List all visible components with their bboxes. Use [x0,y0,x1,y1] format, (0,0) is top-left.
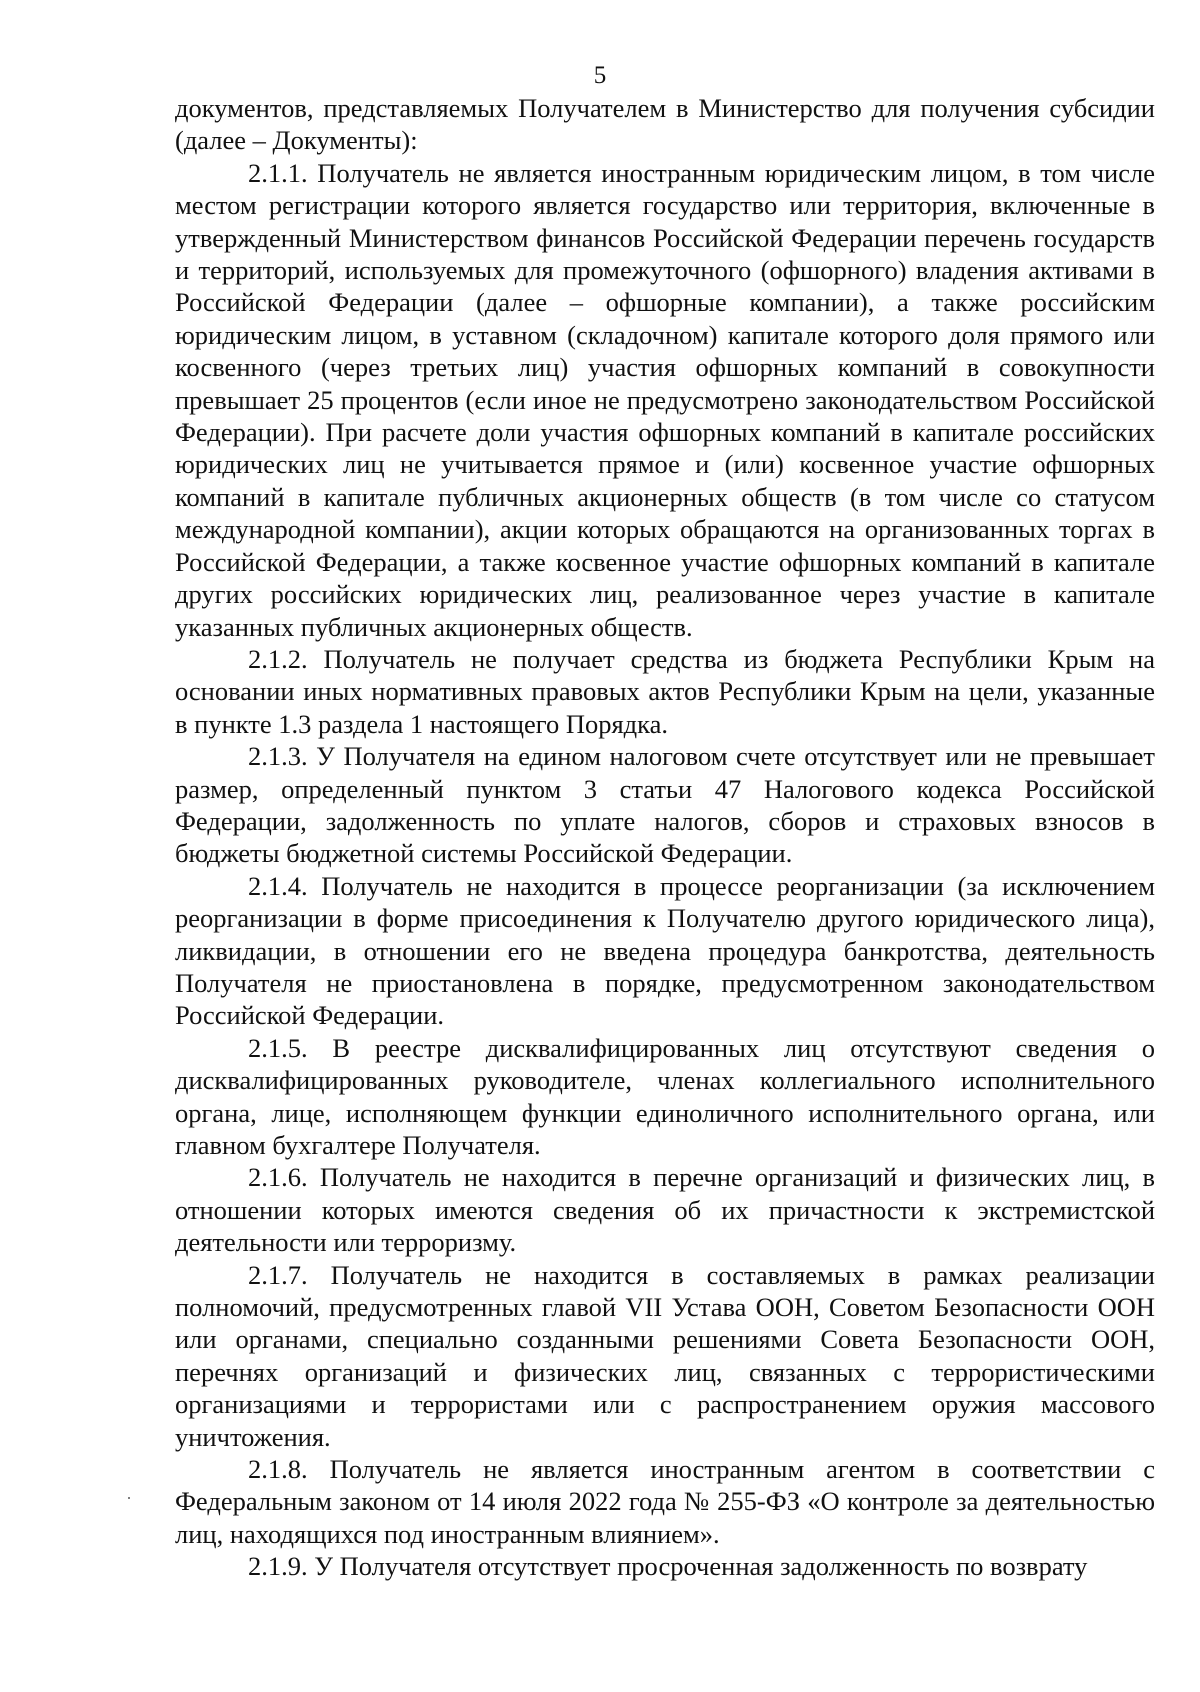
paragraph-2-1-8: 2.1.8. Получатель не является иностранным агентом в соответствии с Федеральным законом от 14 июля 2022 года № 255-ФЗ «О контроле за деятельностью лиц, находящихся под иностранным влиянием». [175,1454,1155,1549]
scan-speck [128,1497,130,1499]
paragraph-2-1-3: 2.1.3. У Получателя на едином налоговом счете отсутствует или не превышает размер, определенный пунктом 3 статьи 47 Налогового кодекса Российской Федерации, задолженность по уплате налогов, сборов и страховых взносов в бюджеты бюджетной системы Российской Федерации. [175,741,1155,869]
paragraph-2-1-2: 2.1.2. Получатель не получает средства из бюджета Республики Крым на основании иных нормативных правовых актов Республики Крым на цели, указанные в пункте 1.3 раздела 1 настоящего Порядка. [175,643,1155,739]
paragraph-2-1-5: 2.1.5. В реестре дисквалифицированных лиц отсутствуют сведения о дисквалифицированных руководителе, членах коллегиального исполнительного органа, лице, исполняющем функции единоличного исполнительного органа, или главном бухгалтере Получателя. [175,1032,1155,1160]
paragraph-intro-continuation: документов, представляемых Получателем в Министерство для получения субсидии (далее – Документы): [175,93,1155,156]
document-body [175,92,1155,1583]
page-number: 5 [593,62,607,89]
paragraph-2-1-1: 2.1.1. Получатель не является иностранным юридическим лицом, в том числе местом регистрации которого является государство или территория, включенные в утвержденный Министерством финансов Российской Федерации перечень государств и территорий, используемых для промежуточного (офшорного) владения активами в Российской Федерации (далее – офшорные компании), а также российским юридическим лицом, в уставном (складочном) капитале которого доля прямого или косвенного (через третьих лиц) участия офшорных компаний в совокупности превышает 25 процентов (если иное не предусмотрено законодательством Российской Федерации). При расчете доли участия офшорных компаний в капитале российских юридических лиц не учитывается прямое и (или) косвенное участие офшорных компаний в капитале публичных акционерных обществ (в том числе со статусом международной компании), акции которых обращаются на организованных торгах в Российской Федерации, а также косвенное участие офшорных компаний в капитале других российских юридических лиц, реализованное через участие в капитале указанных публичных акционерных обществ. [175,157,1155,642]
paragraph-2-1-6: 2.1.6. Получатель не находится в перечне организаций и физических лиц, в отношении которых имеются сведения об их причастности к экстремистской деятельности или терроризму. [175,1162,1155,1258]
paragraph-2-1-7: 2.1.7. Получатель не находится в составляемых в рамках реализации полномочий, предусмотренных главой VII Устава ООН, Советом Безопасности ООН или органами, специально созданными решениями Совета Безопасности ООН, перечнях организаций и физических лиц, связанных с террористическими организациями и террористами или с распространением оружия массового уничтожения. [175,1259,1155,1452]
paragraph-2-1-4: 2.1.4. Получатель не находится в процессе реорганизации (за исключением реорганизации в форме присоединения к Получателю другого юридического лица), ликвидации, в отношении его не введена процедура банкротства, деятельность Получателя не приостановлена в порядке, предусмотренном законодательством Российской Федерации. [175,870,1155,1031]
paragraph-2-1-9: 2.1.9. У Получателя отсутствует просроченная задолженность по возврату [248,1551,1088,1582]
